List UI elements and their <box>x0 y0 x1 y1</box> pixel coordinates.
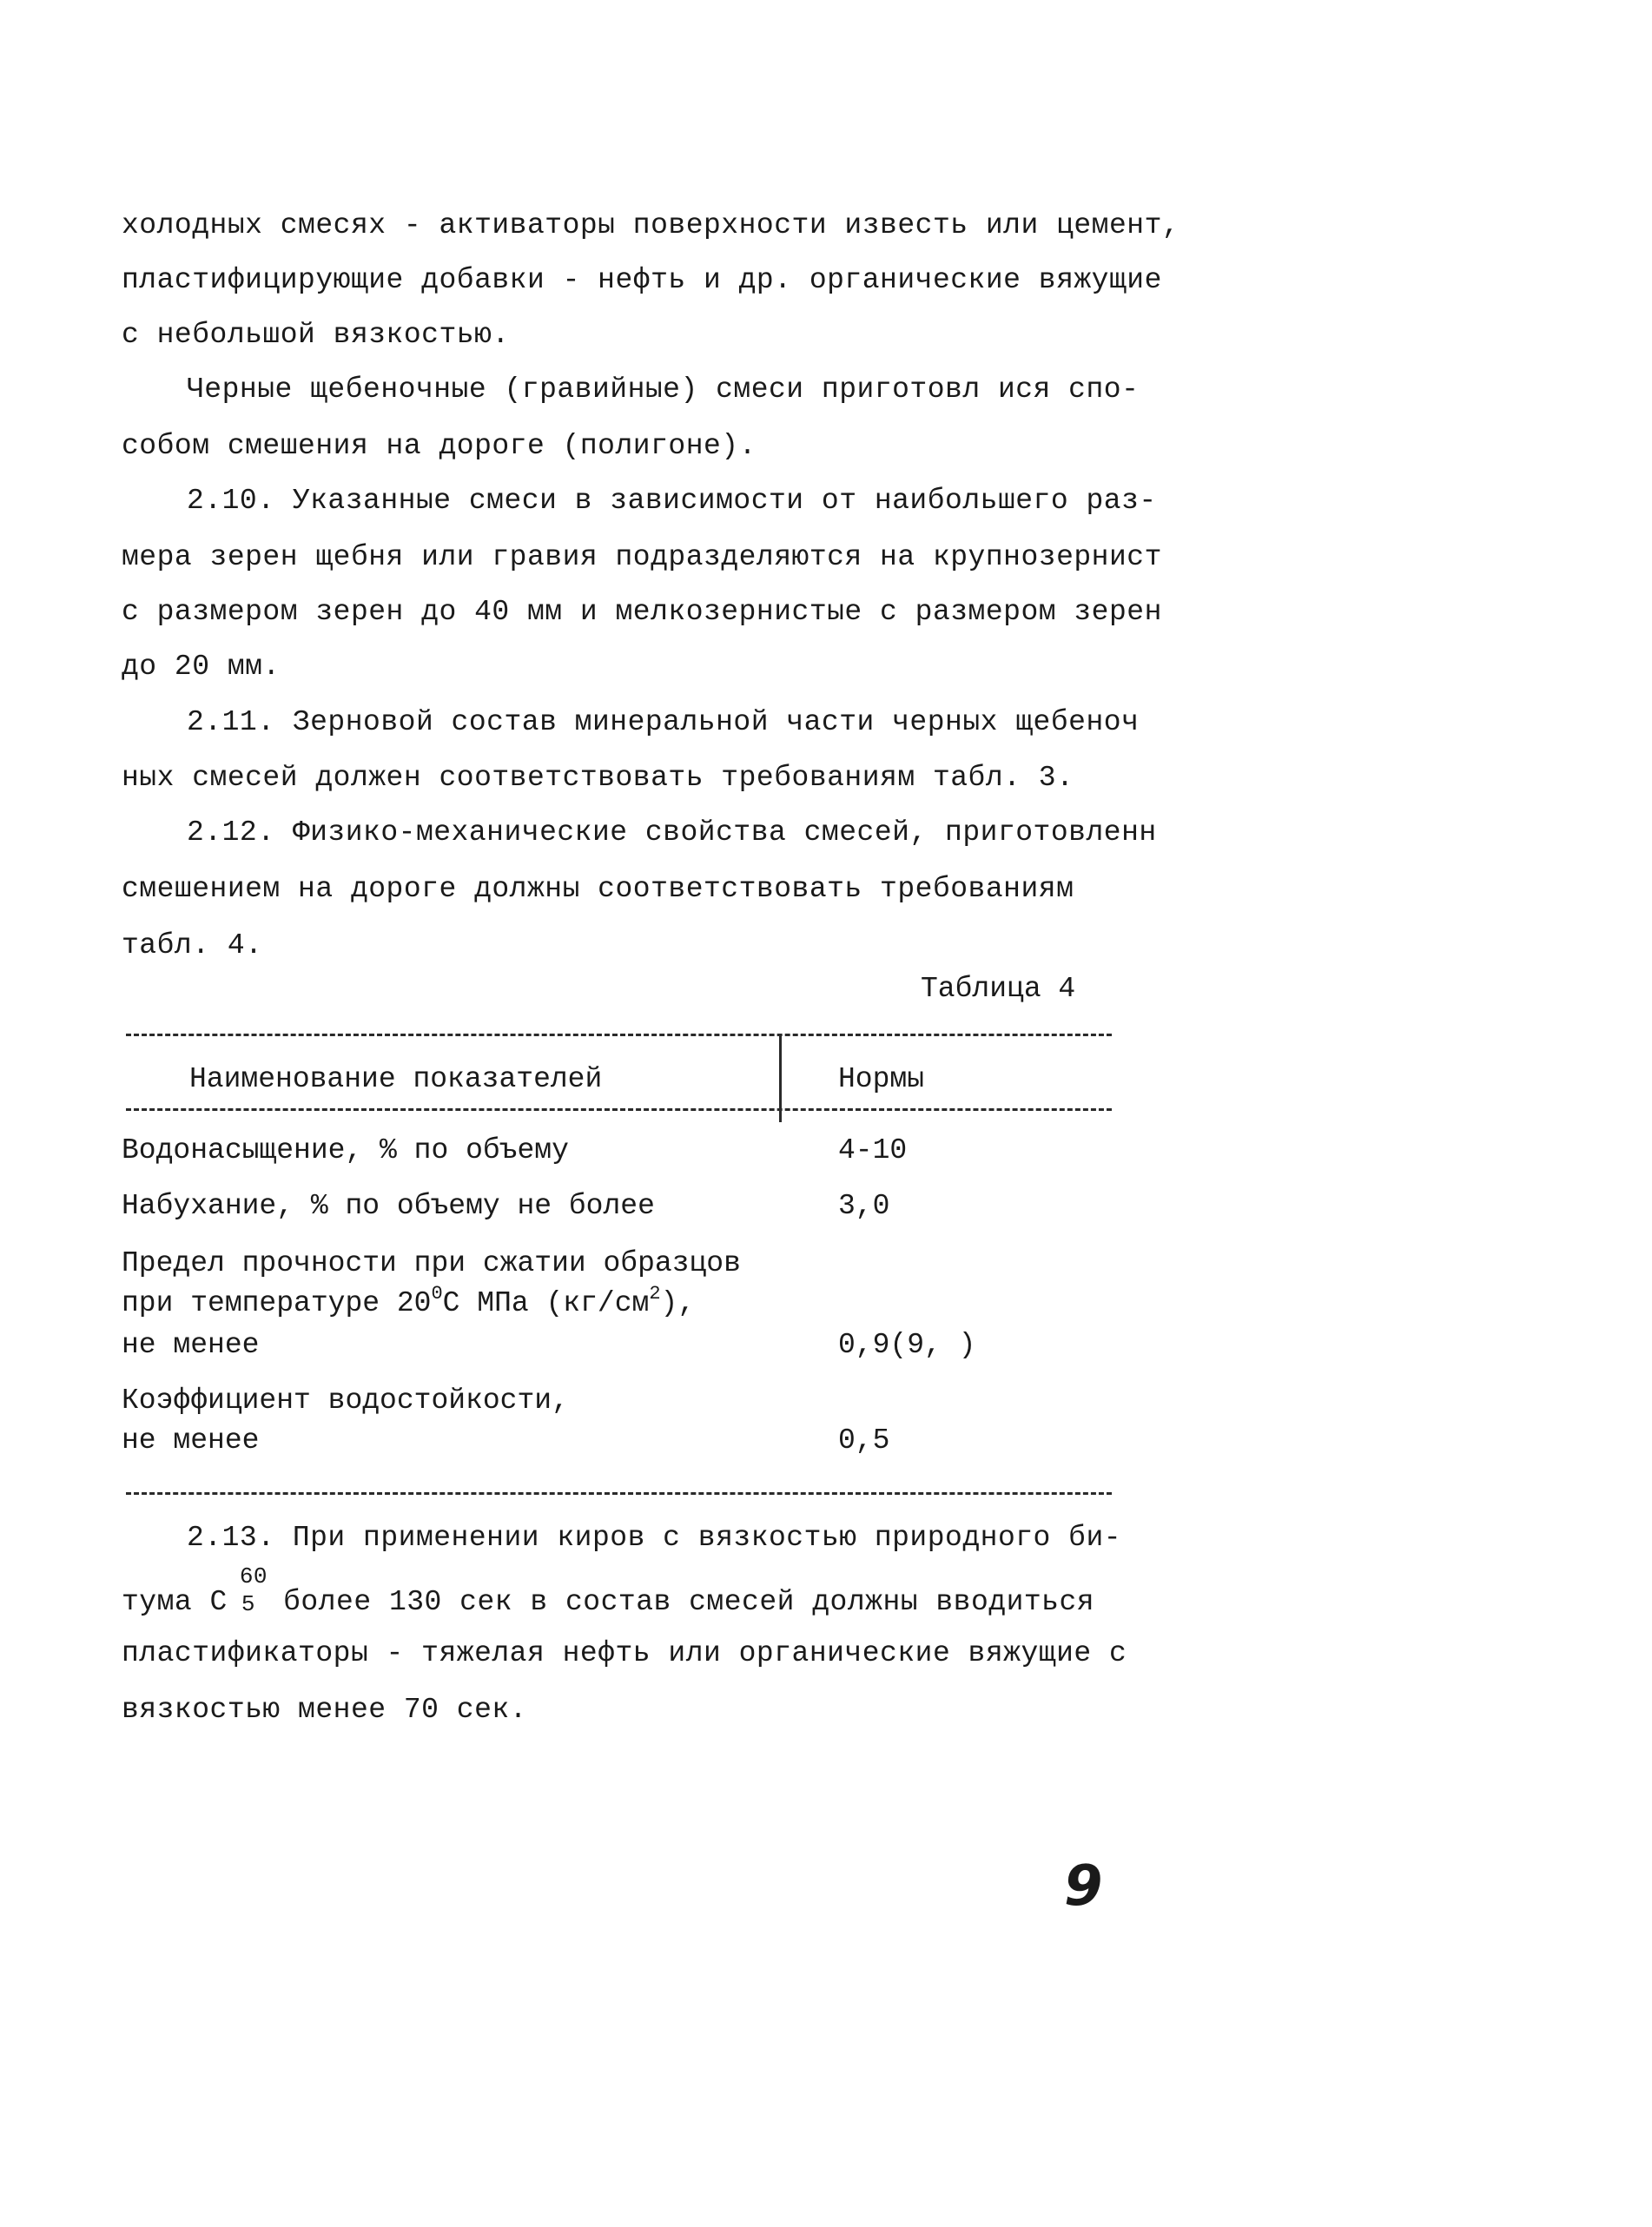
text-line: мера зерен щебня или гравия подразделяются на крупнозернист <box>122 541 1162 573</box>
table-header-norm: Нормы <box>838 1063 925 1095</box>
text-line: смешением на дороге должны соответствовать требованиям <box>122 873 1074 905</box>
table-cell-name: Водонасыщение, % по объему <box>122 1134 569 1166</box>
table-cell-name: не менее <box>122 1329 260 1361</box>
text-line: собом смешения на дороге (полигоне). <box>122 430 757 462</box>
table-top-rule <box>126 1034 1112 1036</box>
text-fragment: тума С <box>122 1586 228 1618</box>
text-line: Черные щебеночные (гравийные) смеси приготовл ися спо- <box>187 373 1140 406</box>
text-line: ных смесей должен соответствовать требованиям табл. 3. <box>122 762 1074 794</box>
text-line: вязкостью менее 70 сек. <box>122 1694 527 1726</box>
table-cell-value: 0,5 <box>838 1424 890 1457</box>
text-fragment: более 130 сек в состав смесей должны вводиться <box>265 1586 1095 1618</box>
table-bottom-rule <box>126 1492 1112 1495</box>
text-line: пластифицирующие добавки - нефть и др. органические вяжущие <box>122 264 1162 296</box>
table-cell-name: Предел прочности при сжатии образцов <box>122 1247 741 1279</box>
text-line: 2.13. При применении киров с вязкостью природного би- <box>187 1522 1122 1554</box>
table-cell-text: С МПа (кг/см <box>442 1287 650 1319</box>
degree-superscript: 0 <box>431 1283 443 1305</box>
table-cell-name: Набухание, % по объему не более <box>122 1190 655 1222</box>
page-number: 9 <box>1064 1854 1103 1919</box>
table-cell-name: не менее <box>122 1424 260 1457</box>
table-cell-text: при температуре 20 <box>122 1287 432 1319</box>
text-line: до 20 мм. <box>122 651 281 683</box>
text-line: холодных смесях - активаторы поверхности известь или цемент, <box>122 209 1180 241</box>
table-caption: Таблица 4 <box>921 973 1076 1005</box>
table-cell-value: 3,0 <box>838 1190 890 1222</box>
table-header-rule <box>126 1108 1112 1111</box>
table-cell-value: 0,9(9, ) <box>838 1329 976 1361</box>
text-line: с небольшой вязкостью. <box>122 319 510 351</box>
table-header-name: Наименование показателей <box>189 1063 603 1095</box>
viscosity-superscript: 60 <box>239 1563 268 1589</box>
table-cell-value: 4-10 <box>838 1134 908 1166</box>
table-cell-text: ), <box>660 1287 696 1319</box>
viscosity-subscript: 5 <box>241 1591 255 1617</box>
square-superscript: 2 <box>649 1283 661 1305</box>
text-line: пластификаторы - тяжелая нефть или органические вяжущие с <box>122 1637 1127 1669</box>
viscosity-symbol <box>228 1563 268 1617</box>
text-line: табл. 4. <box>122 929 263 962</box>
table-cell-name: Коэффициент водостойкости, <box>122 1384 569 1417</box>
text-line: 2.10. Указанные смеси в зависимости от наибольшего раз- <box>187 485 1157 517</box>
table-cell-name <box>122 1283 696 1319</box>
text-line: 2.11. Зерновой состав минеральной части черных щебеноч <box>187 706 1140 738</box>
text-line: 2.12. Физико-механические свойства смесей, приготовленн <box>187 816 1157 849</box>
text-line: с размером зерен до 40 мм и мелкозернистые с размером зерен <box>122 596 1162 628</box>
text-line <box>122 1563 1095 1618</box>
